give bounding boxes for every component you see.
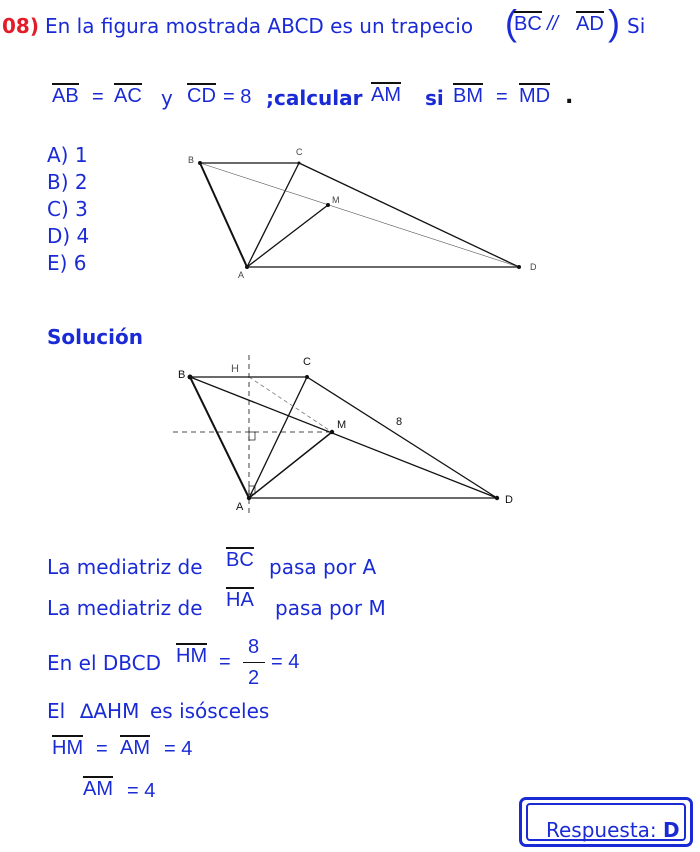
fig2-side-cd [307,377,497,498]
period: . [565,84,574,109]
fig2-label-8: 8 [396,416,403,428]
fig2-point-b [188,375,193,380]
sol-line4-end: es isósceles [150,699,270,723]
problem-line1: En la figura mostrada ABCD es un trapecio [45,14,474,38]
fig2-seg-am [249,432,332,498]
segment-bc: BC [514,13,542,35]
sol-line5-seg1: HM [52,737,84,759]
fig1-diag-ac [247,163,299,267]
option-a[interactable]: A) 1 [47,143,88,167]
fig2-label-b: B [178,369,186,381]
figure-solution [165,350,525,520]
answer-text [546,818,680,842]
option-e[interactable]: E) 6 [47,251,87,275]
sol-line6-seg: AM [83,778,113,800]
sol-line2-end: pasa por M [275,596,386,620]
fraction-denominator: 2 [248,667,260,689]
close-paren: ) [608,2,620,43]
fig1-label-d: D [530,262,537,272]
fig1-label-b: B [188,155,195,165]
fig2-diag-ac [249,377,307,498]
eq-sign-1: = [92,86,104,108]
fig1-label-c: C [296,147,303,157]
sol-line2-text: La mediatriz de [47,596,203,620]
figure-trapezoid [180,140,550,290]
fraction-numerator: 8 [248,636,260,658]
fig2-label-a: A [236,501,244,513]
sol-line6-res: = 4 [127,780,156,802]
fig2-label-h: H [231,363,239,375]
options-list [47,142,89,277]
sol-line1-seg: BC [226,549,254,571]
fig1-label-a: A [238,270,245,280]
fig2-label-d: D [505,494,513,506]
sol-line2-seg: HA [226,589,254,611]
si-label: Si [627,14,646,38]
fig1-point-b [198,161,202,165]
option-b[interactable]: B) 2 [47,170,88,194]
fig2-label-c: C [303,356,311,368]
fig1-side-cd [299,163,519,267]
sol-line1-end: pasa por A [269,555,377,579]
fig1-label-m: M [332,195,340,205]
segment-am: AM [371,84,401,106]
problem-number: 08) [2,14,39,38]
fig1-seg-am [247,205,328,267]
sol-line4-triangle: ∆AHM [80,699,140,723]
sol-line5-seg2: AM [120,737,150,759]
fig1-diag-bd [200,163,519,267]
fig2-right-angle-1 [249,432,255,440]
sol-line3-text: En el DBCD [47,651,162,675]
open-paren: ( [505,2,517,43]
segment-ac: AC [114,85,142,107]
fig1-side-ab [200,163,247,267]
answer-letter: D [663,818,680,842]
fig2-diag-bd [190,377,497,498]
sol-line1-text: La mediatriz de [47,555,203,579]
fig1-point-d [517,265,521,269]
cd-value: = 8 [223,86,252,108]
answer-label: Respuesta: [546,818,657,842]
solution-title: Solución [47,325,143,349]
si2-label: si [425,86,444,110]
fraction-bar [243,662,265,663]
fig1-point-m [326,203,330,207]
fig1-point-a [245,265,249,269]
answer-box [519,797,693,847]
sol-line5-res: = 4 [164,738,193,760]
segment-bm: BM [453,85,483,107]
segment-md: MD [519,85,551,107]
sol-line3-eq: = [219,651,231,673]
calcular-label: ;calcular [266,86,363,110]
y-label: y [161,86,173,110]
sol-line5-eq: = [96,738,108,760]
parallel-symbol: // [547,13,559,35]
sol-line3-seg: HM [176,645,208,667]
option-c[interactable]: C) 3 [47,197,88,221]
option-d[interactable]: D) 4 [47,224,90,248]
fig2-point-c [305,375,309,379]
segment-ad: AD [576,13,604,35]
sol-line4-text: El [47,699,66,723]
eq-sign-2: = [496,86,508,108]
sol-line3-res: = 4 [271,651,300,673]
segment-cd: CD [187,85,216,107]
fig1-point-c [298,162,301,165]
fig2-side-ab [190,377,249,498]
fig2-label-m: M [337,419,347,431]
fig2-point-d [495,496,499,500]
fig2-point-m [330,430,334,434]
fig2-point-a [247,496,251,500]
segment-ab: AB [52,85,79,107]
